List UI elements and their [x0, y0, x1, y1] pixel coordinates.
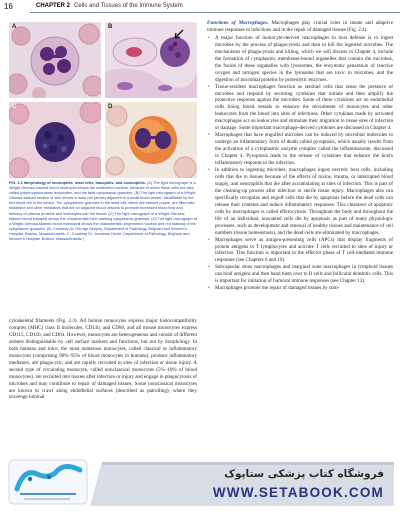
list-item: • Macrophages promote the repair of damaged tissues by stim-: [215, 285, 393, 292]
list-item: • A major function of monocyte-derived macrophages in host defense is to ingest microbes by the process of phagocytosis and then to kill the ingested microbes. The mechanisms of phagocytosis and killing, which we will discuss in Chapter 4, include the formation of cytoplasmic membrane-bound organelles that contain the microbes, the fusion of these organelles with lysosomes, the enzymatic generation of reactive oxygen and nitrogen species in the lysosome that are toxic to microbes, and the digestion of microbial proteins by proteolytic enzymes.: [215, 35, 393, 84]
banner-url-link[interactable]: WWW.SETABOOK.COM: [212, 485, 384, 500]
section-intro: [207, 20, 393, 34]
right-column: [207, 20, 393, 292]
left-column-text: cytoskeletal filaments (Fig. 2.3). All human monocytes express major histocompatibility complex (MHC) class II molecules, CD11b, and CD86, and all mouse monocytes express CD115, CD11b, and CD64. However, monocytes are heterogeneous and consist of different subsets distinguishable by cell surface markers and functions, but not by morphology. In both humans and mice, the most numerous monocytes, called classical or inflammatory monocytes (comprising 90%–95% of blood monocytes in humans), produce inflammatory mediators, are phagocytic, and are rapidly recruited to sites of infection or tissue injury. A second type of circulating monocyte, called nonclassical monocytes (5%–10% of blood monocytes), are recruited into tissues after infection or injury and engage in phagocytosis of microbes and may contribute to repair of damaged tissues. Some nonclassical monocytes are known to crawl along endothelial surfaces (described as patrolling), where they scavenge luminal: [9, 318, 197, 401]
list-item: • In addition to ingesting microbes, macrophages ingest necrotic host cells, including cells that die in tissues because of the effects of toxins, trauma, or interrupted blood supply, and neutrophils that die after accumulating at sites of infection. This is part of the cleaning-up process after infection or sterile tissue injury. Macrophages also can specifically recognize and engulf cells that die by apoptosis before the dead cells can release their contents and induce inflammatory responses. This clearance of apoptotic cells by macrophages is called efferocytosis. Throughout the body and throughout the life of an individual, unwanted cells die by apoptosis as part of many physiologic processes, such as development and renewal of healthy tissues and maintenance of cell numbers (tissue homeostasis), and the dead cells are eliminated by macrophages.: [215, 167, 393, 237]
figure-caption: [9, 181, 197, 242]
header-rule: [30, 12, 400, 13]
list-item: • Macrophages serve as antigen-presenting cells (APCs) that display fragments of protein antigens to T lymphocytes and activate T cells recruited to sites of injury or infection. This function is important in the effector phase of T cell-mediated immune responses (see Chapters 6 and 10).: [215, 237, 393, 265]
neutrophil-micrograph: [9, 22, 101, 98]
function-list: [207, 35, 393, 292]
panel-label-c: C: [12, 104, 17, 110]
micrograph-figure: [9, 22, 199, 178]
chapter-heading: [36, 3, 183, 9]
advert-banner[interactable]: [90, 462, 394, 506]
list-item: • Subcapsular sinus macrophages and marginal zone macrophages in lymphoid tissues can bind antigens and then hand them over to B cells and follicular dendritic cells. This is important for initiation of humoral immune responses (see Chapter 12).: [215, 264, 393, 285]
chapter-title: Cells and Tissues of the Immune System: [74, 3, 183, 9]
panel-d-eosinophil: [105, 102, 197, 178]
figure-caption-body: (A) The light micrograph of a Wright-Giemsa-stained blood neutrophil shows the multilobed nucleus, because of which these cells are also called polymorphonuclear leukocytes, and the faint cytoplasmic granules. (B) The light micrograph of a Wright-Giemsa-stained section of skin shows a mast cell (arrow) adjacent to a small blood vessel, identifiable by the red blood cell in the lumen. The cytoplasmic granules in the mast cell, which are stained purple, are filled with histamine and other mediators that act on adjacent blood vessels to promote increased blood flow and delivery of plasma proteins and leukocytes into the tissue. (C) The light micrograph of a Wright-Giemsa-stained blood basophil shows the characteristic blue-staining cytoplasmic granules. (D) The light micrograph of a Wright-Giemsa-stained blood eosinophil shows the characteristic segmented nucleus and red staining of the cytoplasmic granules. (B, Courtesy Dr. George Murphy, Department of Pathology, Brigham and Women's Hospital, Boston, Massachusetts. C, Courtesy Dr. Jonathan Hecht, Department of Pathology, Brigham and Women's Hospital, Boston, Massachusetts.): [9, 181, 197, 242]
chapter-label: CHAPTER 2: [36, 3, 71, 9]
figure-caption-label: FIG. 2.1 Morphology of neutrophils, mast cells, basophils, and eosinophils.: [9, 181, 146, 185]
panel-label-b: B: [108, 24, 113, 30]
list-item: • Tissue-resident macrophages function as sentinel cells that sense the presence of microbes and respond by secreting cytokines that initiate and then amplify the protective response against the microbes. Some of these cytokines act on endothelial cells lining blood vessels to enhance the recruitment of monocytes and other leukocytes from the blood into sites of infections. Other cytokines made by activated macrophages act on leukocytes and stimulate their migration to tissue sites of infection or damage. Some important macrophage-derived cytokines are discussed in Chapter 4.: [215, 84, 393, 133]
panel-c-basophil: [9, 102, 101, 178]
setabook-logo-icon: [8, 459, 88, 505]
section-intro-text: Macrophages play crucial roles in innate and adaptive immune responses to infections and in the repair of damaged tissues (Fig. 2.4).: [207, 20, 393, 33]
panel-a-neutrophil: [9, 22, 101, 98]
mast-cell-micrograph: [105, 22, 197, 98]
banner-persian-text: فروشگاه کتاب پزشکی ستاپوک: [224, 468, 384, 480]
page-number: 16: [4, 2, 13, 11]
panel-label-a: A: [12, 24, 17, 30]
panel-b-mast-cell: [105, 22, 197, 98]
watermark-logo: [8, 459, 88, 505]
page-header: [0, 0, 400, 17]
list-item: • Macrophages that have engulfed microbes can be induced by microbial molecules to undergo an inflammatory form of death called pyroptosis, which usually results from the activation of a cytoplasmic enzyme complex called the inflammasome, discussed in Chapter 4. Pyroptosis leads to the release of cytokines that enhance the host's inflammatory response to the infection.: [215, 132, 393, 167]
eosinophil-micrograph: [105, 102, 197, 178]
section-heading: Functions of Macrophages.: [207, 20, 269, 26]
panel-label-d: D: [108, 104, 113, 110]
basophil-micrograph: [9, 102, 101, 178]
